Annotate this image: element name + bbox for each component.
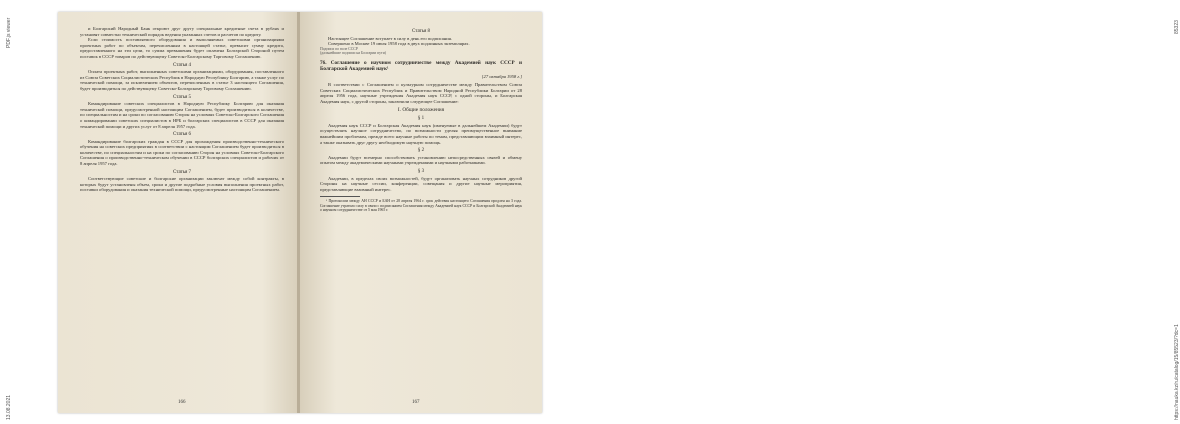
article-4-title: Статья 4 bbox=[172, 62, 192, 68]
agreement-heading: 76. Соглашение о научном сотрудничестве между Академией наук СССР и Болгарской Академией наук¹ bbox=[320, 59, 522, 72]
left-page bbox=[58, 12, 298, 413]
section-1-title: I. Общие положения bbox=[397, 106, 445, 113]
paragraph-3-text: Академии, в пределах своих возможностей, будут организовать научных сотрудников другой Стороны на научные сессии, конференции, совещания и другие научные мероприятия, представляющие взаимный интерес. bbox=[320, 175, 522, 192]
preamble-text: В соответствии с Соглашением о культурном сотрудничестве между Правительством Союза Советских Социалистических Республик и Правительством Народной Республики Болгарии от 28 апреля 1956 года, научные учреждения Академия наук СССР, с одной стороны, и Болгарская Академия наук, с другой стороны, заключили следующее Соглашение: bbox=[320, 82, 522, 104]
paragraph-1-number: § 1 bbox=[417, 116, 425, 122]
left-margin-strip bbox=[0, 0, 12, 424]
right-margin-strip bbox=[586, 0, 1180, 424]
agreement-date: [27 октября 1958 г.] bbox=[481, 73, 522, 79]
left-paragraph-1: и Болгарский Народный Банк откроют друг другу специальные кредитные счета в рублях и установят совместно технический порядок ведения указанных счетов и расчетов по кредиту. bbox=[80, 26, 284, 37]
right-page bbox=[300, 12, 542, 413]
paragraph-3-number: § 3 bbox=[417, 168, 425, 174]
article-8-text: Настоящее Соглашение вступает в силу в день его подписания. bbox=[328, 35, 452, 41]
article-5-text: Командирование советских специалистов в Народную Республику Болгарию для оказания технической помощи, предусмотренной настоящим Соглашением, будет производиться в количестве, по специальностям и на сроки по согласованию Сторон на условиях Советско-Болгарского Соглашения о командировании советских специалистов в НРБ и болгарских специалистов в СССР для оказания технической помощи и других услуг от 8 апреля 1957 года. bbox=[80, 101, 284, 129]
print-date-label: 13.08.2021 bbox=[6, 394, 12, 420]
viewer-label: PDF.js viewer bbox=[6, 17, 12, 48]
signature-line-2: (дальнейшие подписи на Болгарии пути) bbox=[320, 51, 386, 56]
right-page-text bbox=[320, 26, 522, 213]
left-paragraph-2: Если стоимость поставляемого оборудования и выполняемых советскими организациями проектных работ по объектам, перечисленным в настоящей статье, превысит сумму кредита, предоставленного на эти цели, то сумма превышения будет оплачена Болгарской Стороной путем поставок в СССР товаров по действующему Советско-Болгарскому Торговому Соглашению. bbox=[80, 37, 284, 59]
paragraph-2-number: § 2 bbox=[417, 148, 425, 154]
signature-line-1: Подписи по воле СССР bbox=[320, 46, 358, 51]
book-spread bbox=[58, 12, 542, 413]
done-in-moscow-text: Совершено в Москве 19 июля 1958 года в двух подлинных экземплярах. bbox=[328, 41, 470, 47]
document-id-label: 85323 bbox=[1174, 20, 1180, 34]
paragraph-1-text: Академия наук СССР и Болгарская Академия наук (именуемые в дальнейшем Академии) будут осуществлять научное сотрудничество, по возможности уделяя преимущественное внимание важнейшим проблемам, прежде всего научные работы по темам, представляющим взаимный интерес, а также оказывать друг другу необходимую научную помощь. bbox=[320, 122, 522, 145]
article-6-title: Статья 6 bbox=[172, 132, 192, 138]
right-page-number: 167 bbox=[412, 400, 420, 405]
article-7-text: Соответствующие советские и болгарские организации заключат между собой контракты, в которых будут установлены объем, сроки и другие подробные условия выполнения проектных работ, поставки оборудования и оказания технической помощи, предусмотренные настоящим Соглашением. bbox=[80, 176, 284, 193]
paragraph-2-text: Академии будут всемерно способствовать установлению непосредственных связей и обмену опытом между академическими научными учреждениями и научными работниками. bbox=[320, 154, 522, 166]
left-page-text bbox=[80, 26, 284, 193]
footnote-text: ¹ Протоколом между АН СССР и БАН от 28 апреля 1964 г. срок действия настоящего Соглашения продлен на 3 года. Соглашение утратило силу в связи с подписанием Соглашения между Академией наук СССР и Болгарской Академией наук о научном сотрудничестве от 5 мая 1965 г. bbox=[320, 199, 522, 213]
source-url-label: https://nauka.kz/ru/catalog/15/85523/?dc=1 bbox=[1174, 324, 1180, 420]
article-6-text: Командирование болгарских граждан в СССР для прохождения производственно-технического обучения на советских предприятиях в соответствии с настоящим Соглашением будет производиться в количестве, по специальностям и на сроки по согласованию Сторон на условиях Советско-Болгарского Соглашения о производственно-техническом обучении в СССР болгарских специалистов и рабочих от 8 апреля 1957 года. bbox=[80, 138, 284, 167]
footnote-rule bbox=[320, 196, 360, 197]
article-5-title: Статья 5 bbox=[172, 94, 192, 100]
article-7-title: Статья 7 bbox=[172, 169, 192, 175]
article-4-text: Оплата проектных работ, выполненных советскими организациями, оборудования, поставленного из Союза Советских Социалистических Республик в Народную Республику Болгарию, а также услуг по технической помощи, за исключением объектов, перечисленных в статье 3 настоящего Соглашения, будет производиться по действующему Советско-Болгарскому Торговому Соглашению. bbox=[80, 69, 284, 91]
left-page-number: 166 bbox=[178, 400, 186, 405]
article-8-title: Статья 8 bbox=[411, 29, 431, 34]
